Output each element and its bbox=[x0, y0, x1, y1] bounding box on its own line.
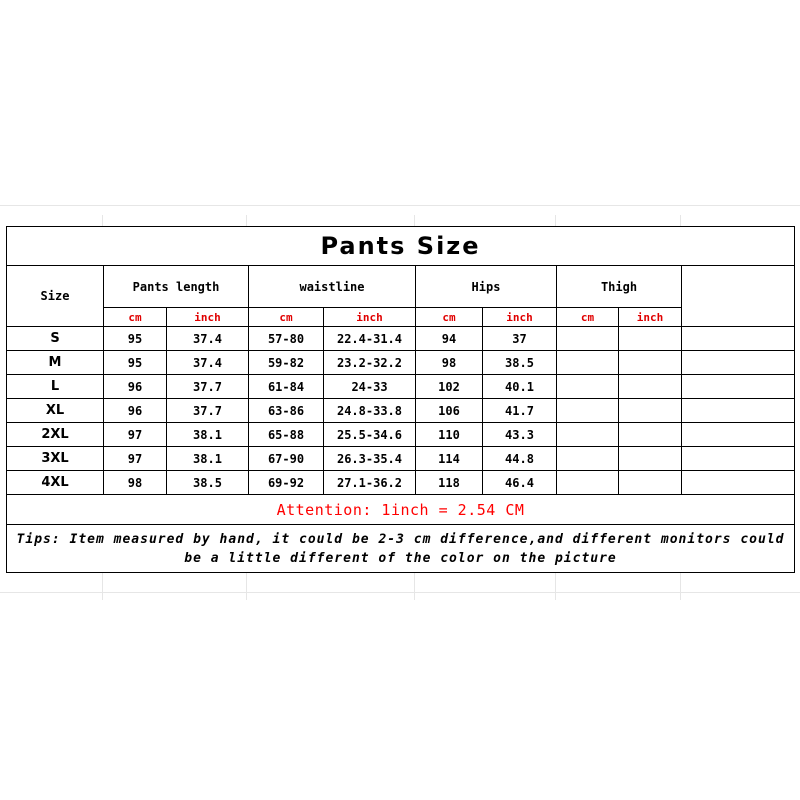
unit-inch: inch bbox=[483, 308, 557, 327]
empty-cell bbox=[682, 447, 795, 471]
thigh-cm bbox=[557, 375, 619, 399]
size-label: S bbox=[7, 327, 104, 351]
waist-cm: 59-82 bbox=[249, 351, 324, 375]
hips-inch: 41.7 bbox=[483, 399, 557, 423]
waist-cm: 63-86 bbox=[249, 399, 324, 423]
empty-cell bbox=[682, 351, 795, 375]
empty-cell bbox=[682, 399, 795, 423]
length-inch: 37.7 bbox=[167, 399, 249, 423]
attention-note: Attention: 1inch = 2.54 CM bbox=[7, 495, 795, 525]
header-waistline: waistline bbox=[249, 266, 416, 308]
table-row bbox=[7, 327, 795, 351]
waist-cm: 57-80 bbox=[249, 327, 324, 351]
waist-inch: 26.3-35.4 bbox=[324, 447, 416, 471]
empty-cell bbox=[682, 375, 795, 399]
hips-cm: 118 bbox=[416, 471, 483, 495]
table-row bbox=[7, 375, 795, 399]
thigh-inch bbox=[619, 375, 682, 399]
table-row bbox=[7, 399, 795, 423]
thigh-cm bbox=[557, 399, 619, 423]
length-cm: 97 bbox=[104, 447, 167, 471]
header-size: Size bbox=[7, 266, 104, 327]
table-row bbox=[7, 351, 795, 375]
size-label: L bbox=[7, 375, 104, 399]
size-label: 4XL bbox=[7, 471, 104, 495]
hips-cm: 98 bbox=[416, 351, 483, 375]
length-cm: 95 bbox=[104, 351, 167, 375]
hips-cm: 94 bbox=[416, 327, 483, 351]
waist-cm: 61-84 bbox=[249, 375, 324, 399]
unit-inch: inch bbox=[619, 308, 682, 327]
hips-inch: 43.3 bbox=[483, 423, 557, 447]
empty-cell bbox=[682, 423, 795, 447]
length-inch: 37.4 bbox=[167, 327, 249, 351]
hips-cm: 114 bbox=[416, 447, 483, 471]
hips-inch: 40.1 bbox=[483, 375, 557, 399]
empty-cell bbox=[682, 471, 795, 495]
thigh-inch bbox=[619, 351, 682, 375]
length-inch: 37.4 bbox=[167, 351, 249, 375]
empty-cell bbox=[682, 327, 795, 351]
waist-inch: 25.5-34.6 bbox=[324, 423, 416, 447]
length-cm: 96 bbox=[104, 375, 167, 399]
page-title: Pants Size bbox=[7, 227, 795, 266]
waist-inch: 27.1-36.2 bbox=[324, 471, 416, 495]
thigh-cm bbox=[557, 351, 619, 375]
thigh-cm bbox=[557, 423, 619, 447]
thigh-inch bbox=[619, 399, 682, 423]
thigh-inch bbox=[619, 471, 682, 495]
thigh-inch bbox=[619, 327, 682, 351]
hips-inch: 46.4 bbox=[483, 471, 557, 495]
length-cm: 95 bbox=[104, 327, 167, 351]
length-inch: 38.1 bbox=[167, 423, 249, 447]
waist-inch: 24.8-33.8 bbox=[324, 399, 416, 423]
table-row bbox=[7, 423, 795, 447]
thigh-cm bbox=[557, 447, 619, 471]
table-row bbox=[7, 447, 795, 471]
hips-cm: 110 bbox=[416, 423, 483, 447]
hips-cm: 102 bbox=[416, 375, 483, 399]
hips-inch: 37 bbox=[483, 327, 557, 351]
thigh-inch bbox=[619, 447, 682, 471]
unit-cm: cm bbox=[104, 308, 167, 327]
thigh-inch bbox=[619, 423, 682, 447]
size-label: M bbox=[7, 351, 104, 375]
hips-inch: 38.5 bbox=[483, 351, 557, 375]
waist-inch: 22.4-31.4 bbox=[324, 327, 416, 351]
length-inch: 38.1 bbox=[167, 447, 249, 471]
waist-inch: 24-33 bbox=[324, 375, 416, 399]
length-inch: 37.7 bbox=[167, 375, 249, 399]
length-inch: 38.5 bbox=[167, 471, 249, 495]
hips-cm: 106 bbox=[416, 399, 483, 423]
unit-cm: cm bbox=[249, 308, 324, 327]
header-empty bbox=[682, 266, 795, 327]
unit-inch: inch bbox=[324, 308, 416, 327]
length-cm: 98 bbox=[104, 471, 167, 495]
unit-cm: cm bbox=[416, 308, 483, 327]
thigh-cm bbox=[557, 327, 619, 351]
tips-note: Tips: Item measured by hand, it could be 2-3 cm difference,and different monitors could be a little different of the color on the picture bbox=[7, 525, 795, 573]
size-label: 3XL bbox=[7, 447, 104, 471]
length-cm: 97 bbox=[104, 423, 167, 447]
thigh-cm bbox=[557, 471, 619, 495]
size-label: 2XL bbox=[7, 423, 104, 447]
length-cm: 96 bbox=[104, 399, 167, 423]
unit-inch: inch bbox=[167, 308, 249, 327]
header-hips: Hips bbox=[416, 266, 557, 308]
header-pants-length: Pants length bbox=[104, 266, 249, 308]
size-label: XL bbox=[7, 399, 104, 423]
waist-cm: 67-90 bbox=[249, 447, 324, 471]
waist-inch: 23.2-32.2 bbox=[324, 351, 416, 375]
table-row bbox=[7, 471, 795, 495]
unit-cm: cm bbox=[557, 308, 619, 327]
hips-inch: 44.8 bbox=[483, 447, 557, 471]
pants-size-table bbox=[6, 226, 795, 573]
header-thigh: Thigh bbox=[557, 266, 682, 308]
waist-cm: 65-88 bbox=[249, 423, 324, 447]
waist-cm: 69-92 bbox=[249, 471, 324, 495]
